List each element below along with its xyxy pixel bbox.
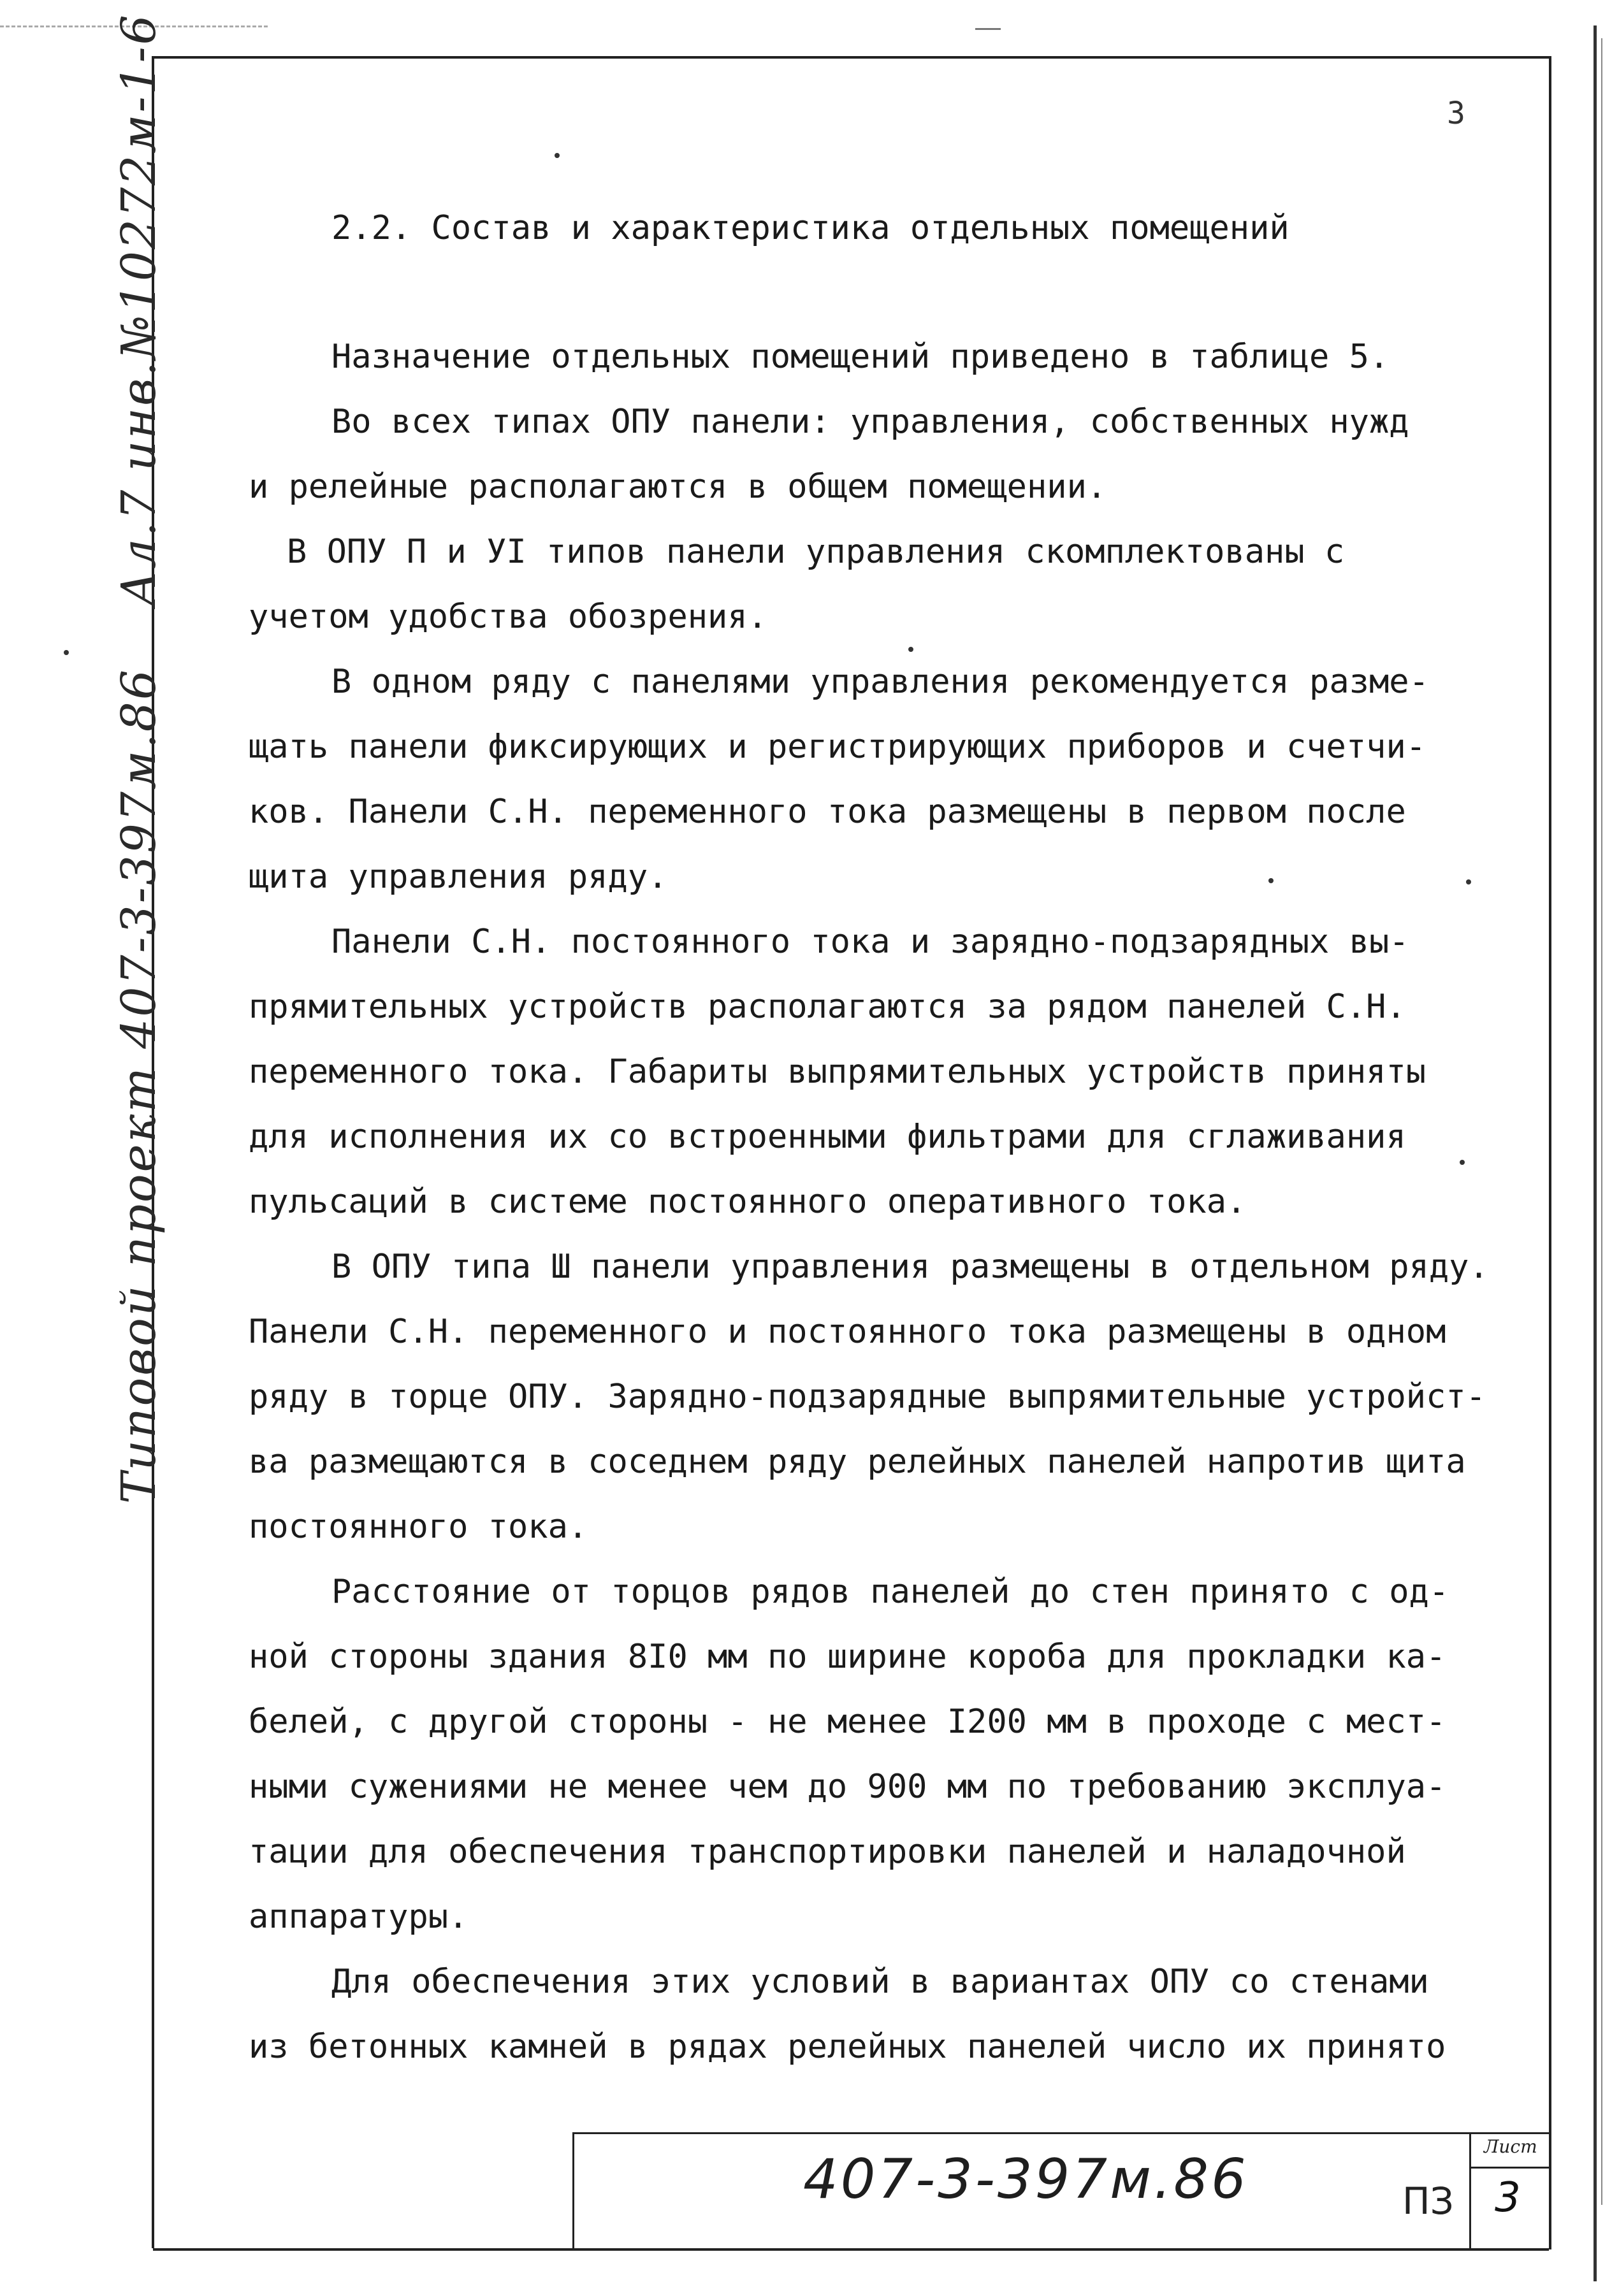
text-line: ков. Панели С.Н. переменного тока размещены в первом после bbox=[249, 793, 1406, 831]
scan-artifact-line bbox=[975, 28, 1001, 30]
scan-speck bbox=[908, 647, 913, 652]
stamp-sheet-divider bbox=[1469, 2132, 1471, 2249]
text-line: ряду в торце ОПУ. Зарядно-подзарядные выпрямительные устройст- bbox=[249, 1378, 1486, 1416]
text-line: Для обеспечения этих условий в вариантах ОПУ со стенами bbox=[331, 1963, 1429, 2001]
stamp-sheet-hline bbox=[1469, 2167, 1549, 2169]
scan-speck bbox=[555, 153, 560, 158]
text-line: ными сужениями не менее чем до 900 мм по требованию эксплуа- bbox=[249, 1768, 1446, 1806]
frame-bottom-border bbox=[153, 2248, 1549, 2251]
section-heading: 2.2. Состав и характеристика отдельных помещений bbox=[331, 209, 1289, 247]
page-corner-mark: 3 bbox=[1447, 96, 1465, 131]
stamp-left-border bbox=[572, 2132, 574, 2249]
frame-top-border bbox=[153, 56, 1549, 59]
text-line: Панели С.Н. переменного и постоянного тока размещены в одном bbox=[249, 1313, 1446, 1351]
side-handwritten-annotation bbox=[112, 13, 166, 1504]
page-edge-line bbox=[1601, 38, 1602, 2205]
text-line: ной стороны здания 8I0 мм по ширине короба для прокладки ка- bbox=[249, 1638, 1446, 1676]
text-line: Во всех типах ОПУ панели: управления, собственных нужд bbox=[331, 403, 1409, 441]
text-line: В ОПУ типа Ш панели управления размещены в отдельном ряду. bbox=[331, 1248, 1489, 1286]
text-line: Назначение отдельных помещений приведено в таблице 5. bbox=[331, 338, 1390, 376]
text-line: постоянного тока. bbox=[249, 1508, 588, 1546]
section-code: ПЗ bbox=[1402, 2179, 1454, 2223]
document-code: 407-3-397м.86 bbox=[803, 2148, 1249, 2211]
stamp-top-border bbox=[574, 2132, 1549, 2134]
text-line: из бетонных камней в рядах релейных панелей число их принято bbox=[249, 2028, 1446, 2066]
text-line: для исполнения их со встроенными фильтрами для сглаживания bbox=[249, 1118, 1406, 1156]
scan-speck bbox=[1466, 879, 1471, 884]
side-annotation-inventory: Ал.7 инв.№10272м-1-6 bbox=[112, 13, 166, 607]
text-line: В одном ряду с панелями управления рекомендуется разме- bbox=[331, 663, 1429, 701]
text-line: Расстояние от торцов рядов панелей до стен принято с од- bbox=[331, 1573, 1449, 1611]
text-line: аппаратуры. bbox=[249, 1898, 468, 1936]
text-line: белей, с другой стороны - не менее I200 мм в проходе с мест- bbox=[249, 1703, 1446, 1741]
scan-speck bbox=[1460, 1160, 1465, 1165]
text-line: переменного тока. Габариты выпрямительных устройств приняты bbox=[249, 1053, 1427, 1091]
text-line: тации для обеспечения транспортировки панелей и наладочной bbox=[249, 1833, 1406, 1871]
text-line: В ОПУ П и УI типов панели управления скомплектованы с bbox=[287, 533, 1345, 571]
text-line: щита управления ряду. bbox=[249, 858, 668, 896]
text-line: и релейные располагаются в общем помещении. bbox=[249, 468, 1107, 506]
side-annotation-project: Типовой проект 407-3-397м.86 bbox=[112, 668, 166, 1504]
text-line: пульсаций в системе постоянного оперативного тока. bbox=[249, 1183, 1247, 1221]
scan-speck bbox=[1268, 878, 1274, 883]
text-line: прямительных устройств располагаются за рядом панелей С.Н. bbox=[249, 988, 1406, 1026]
text-line: учетом удобства обозрения. bbox=[249, 598, 767, 636]
sheet-label: Лист bbox=[1484, 2136, 1537, 2157]
sheet-number: 3 bbox=[1495, 2174, 1521, 2221]
text-line: щать панели фиксирующих и регистрирующих приборов и счетчи- bbox=[249, 728, 1427, 766]
scan-speck bbox=[64, 650, 69, 655]
text-line: Панели С.Н. постоянного тока и зарядно-подзарядных вы- bbox=[331, 923, 1409, 961]
page-edge-line bbox=[1594, 25, 1597, 2281]
frame-right-border bbox=[1549, 56, 1551, 2249]
text-line: ва размещаются в соседнем ряду релейных панелей напротив щита bbox=[249, 1443, 1466, 1481]
